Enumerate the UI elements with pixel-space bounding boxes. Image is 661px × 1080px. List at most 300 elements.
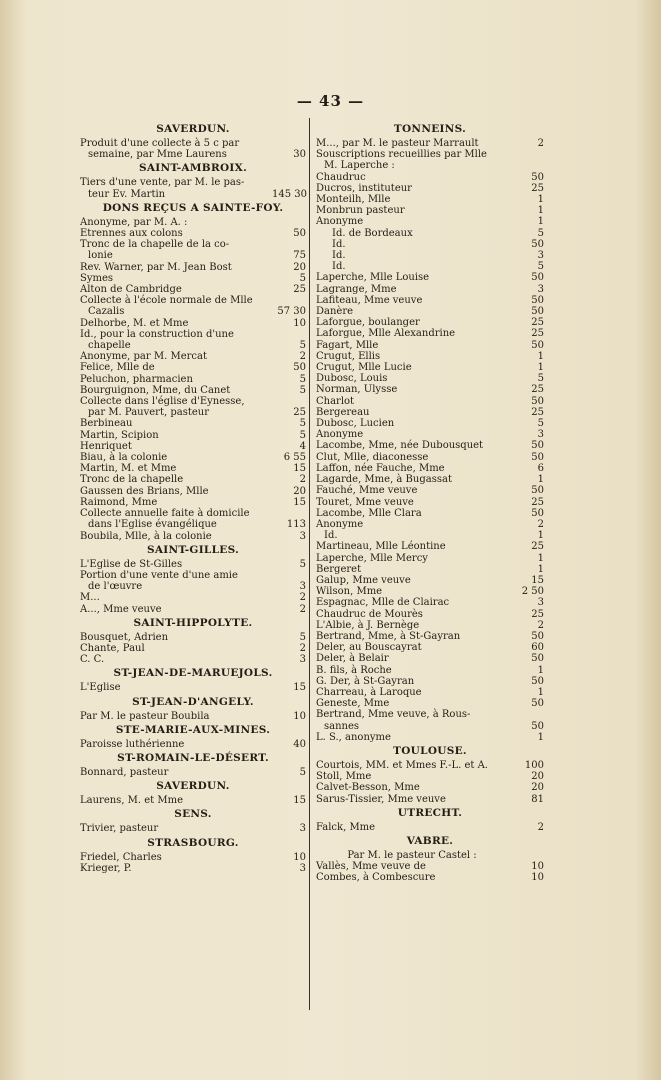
donor-name: M. Laperche : — [324, 160, 395, 172]
donor-name: Alton de Cambridge — [80, 284, 182, 296]
donor-name: Anonyme — [316, 216, 364, 228]
left-column — [80, 121, 306, 874]
donation-entry — [80, 863, 306, 874]
donation-entry — [80, 351, 306, 362]
donor-name: Collecte dans l'église d'Eynesse, — [80, 396, 245, 408]
donor-name: Friedel, Charles — [80, 851, 162, 863]
donation-entry — [316, 485, 544, 496]
donation-amount: 50 — [531, 720, 544, 732]
donation-entry — [316, 553, 544, 564]
column-divider — [309, 118, 310, 1010]
donation-amount: 10 — [531, 872, 544, 884]
donation-amount: 50 — [531, 653, 544, 665]
donation-amount: 25 — [531, 328, 544, 340]
donation-amount: 5 — [537, 261, 544, 273]
donation-amount: 30 — [293, 149, 306, 161]
donor-name: semaine, par Mme Laurens — [88, 149, 227, 161]
donor-name: Chaudruc de Mourès — [316, 608, 423, 620]
donation-amount: 2 — [299, 351, 306, 363]
donation-entry — [316, 194, 544, 205]
donor-name: Martineau, Mlle Léontine — [316, 541, 446, 553]
donation-entry — [80, 228, 306, 239]
donation-amount — [272, 329, 306, 340]
section-heading: ST-ROMAIN-LE-DÉSERT. — [117, 751, 269, 764]
donor-name: Krieger, P. — [80, 862, 132, 874]
donation-amount: 25 — [531, 406, 544, 418]
donation-amount: 15 — [293, 496, 306, 508]
donation-amount — [272, 396, 306, 407]
donor-name: Laurens, M. et Mme — [80, 795, 184, 807]
donation-entry — [80, 217, 306, 228]
donor-name: Bourguignon, Mme, du Canet — [80, 384, 231, 396]
donation-amount: 2 50 — [521, 586, 544, 598]
donation-amount: 1 — [537, 731, 544, 743]
donor-name: Calvet-Besson, Mme — [316, 782, 420, 794]
donation-amount: 40 — [293, 738, 306, 750]
donor-name: Tronc de la chapelle — [80, 474, 184, 486]
donation-amount — [272, 295, 306, 306]
donation-entry — [80, 340, 306, 351]
donation-entry — [316, 373, 544, 384]
donation-entry — [80, 519, 306, 530]
donation-entry — [80, 189, 306, 200]
donation-entry — [80, 497, 306, 508]
section-heading: SAINT-GILLES. — [146, 543, 240, 556]
donation-entry — [80, 711, 306, 722]
donation-entry — [80, 407, 306, 418]
donation-amount: 57 30 — [277, 306, 306, 318]
section-heading: ST-JEAN-DE-MARUEJOLS. — [113, 667, 273, 680]
donation-amount: 25 — [531, 541, 544, 553]
donation-entry — [316, 597, 544, 608]
donation-entry — [316, 250, 544, 261]
donor-name: Laforgue, boulanger — [316, 317, 420, 329]
donation-entry — [316, 384, 544, 395]
donation-entry — [316, 771, 544, 782]
donor-name: sannes — [324, 720, 360, 732]
donation-amount: 3 — [537, 429, 544, 441]
donation-entry — [316, 172, 544, 183]
donation-amount: 2 — [537, 518, 544, 530]
donation-amount: 25 — [531, 317, 544, 329]
donation-amount: 25 — [293, 407, 306, 419]
section-heading: SAVERDUN. — [156, 780, 230, 793]
donation-entry — [316, 239, 544, 250]
donation-entry — [316, 642, 544, 653]
donation-amount — [272, 239, 306, 250]
section-heading: TOULOUSE. — [393, 744, 467, 757]
donor-name: L'Albie, à J. Bernège — [316, 619, 420, 631]
donation-entry — [80, 604, 306, 615]
donation-amount — [510, 709, 544, 720]
donation-amount: 5 — [299, 384, 306, 396]
donor-name: Fagart, Mlle — [316, 339, 379, 351]
donation-amount: 1 — [537, 563, 544, 575]
donor-name: B. fils, à Roche — [316, 664, 392, 676]
donation-amount: 25 — [531, 182, 544, 194]
donor-name: Charreau, à Laroque — [316, 686, 422, 698]
donation-amount: 20 — [293, 485, 306, 497]
donation-entry — [316, 295, 544, 306]
donor-name: Clut, Mlle, diaconesse — [316, 451, 429, 463]
donation-amount: 15 — [293, 795, 306, 807]
donor-name: Lafiteau, Mme veuve — [316, 294, 423, 306]
donation-entry — [80, 441, 306, 452]
donor-name: lonie — [88, 250, 113, 262]
donation-entry — [316, 407, 544, 418]
donation-entry — [80, 795, 306, 806]
donation-amount: 50 — [531, 485, 544, 497]
donor-name: Laperche, Mlle Louise — [316, 272, 430, 284]
donor-name: Espagnac, Mlle de Clairac — [316, 597, 450, 609]
donor-name: Monbrun pasteur — [316, 205, 405, 217]
donation-amount: 113 — [286, 519, 306, 531]
donation-entry — [80, 295, 306, 306]
donor-name: Lagrange, Mme — [316, 283, 397, 295]
donation-entry — [316, 328, 544, 339]
donor-name: Charlot — [316, 395, 355, 407]
donation-amount: 3 — [299, 654, 306, 666]
donation-amount — [272, 138, 306, 149]
donor-name: Lacombe, Mlle Clara — [316, 507, 422, 519]
donor-name: Monteilh, Mlle — [316, 194, 391, 206]
donation-entry — [80, 396, 306, 407]
donation-amount: 50 — [531, 440, 544, 452]
donor-name: M..., par M. le pasteur Marrault — [316, 138, 479, 149]
section-heading: SAVERDUN. — [156, 123, 230, 135]
donor-name: C. C. — [80, 654, 105, 666]
donation-entry — [80, 284, 306, 295]
donation-entry — [316, 340, 544, 351]
donation-entry — [316, 620, 544, 631]
donation-amount: 10 — [293, 851, 306, 863]
donation-entry — [80, 177, 306, 188]
donation-amount: 3 — [537, 250, 544, 262]
donor-name: Bertrand, Mme veuve, à Rous- — [316, 709, 471, 721]
donation-amount: 10 — [293, 710, 306, 722]
section-heading: SAINT-AMBROIX. — [138, 162, 248, 175]
donor-name: Bertrand, Mme, à St-Gayran — [316, 630, 461, 642]
donor-name: Raimond, Mme — [80, 496, 158, 508]
donor-name: Boubila, Mlle, à la colonie — [80, 530, 212, 542]
donation-amount: 5 — [537, 227, 544, 239]
donation-entry — [316, 183, 544, 194]
donor-name: Norman, Ulysse — [316, 384, 398, 396]
donation-amount: 75 — [293, 250, 306, 262]
donor-name: Delhorbe, M. et Mme — [80, 317, 189, 329]
donation-entry — [316, 228, 544, 239]
donor-name: Chante, Paul — [80, 642, 145, 654]
donation-amount: 2 — [299, 592, 306, 604]
donation-entry — [80, 306, 306, 317]
donation-entry — [316, 631, 544, 642]
donation-amount: 3 — [537, 597, 544, 609]
donation-entry — [316, 861, 544, 872]
donor-name: Courtois, MM. et Mmes F.-L. et A. — [316, 759, 488, 771]
donation-amount: 1 — [537, 474, 544, 486]
donor-name: Touret, Mme veuve — [316, 496, 414, 508]
donation-amount: 50 — [531, 238, 544, 250]
donation-entry — [316, 872, 544, 883]
donation-entry — [316, 541, 544, 552]
donor-name: Collecte à l'école normale de Mlle — [80, 295, 253, 307]
donor-name: Stoll, Mme — [316, 771, 372, 783]
donor-name: Ducros, instituteur — [316, 182, 412, 194]
donation-amount: 25 — [531, 496, 544, 508]
donor-name: G. Der, à St-Gayran — [316, 675, 415, 687]
donation-entry — [80, 452, 306, 463]
donor-name: Martin, M. et Mme — [80, 463, 177, 475]
donation-entry — [80, 474, 306, 485]
donation-entry — [80, 239, 306, 250]
donor-name: Vallès, Mme veuve de — [316, 861, 426, 873]
donation-entry — [80, 739, 306, 750]
donation-amount: 50 — [531, 294, 544, 306]
donation-amount: 3 — [537, 283, 544, 295]
donation-entry — [80, 430, 306, 441]
donation-entry — [80, 273, 306, 284]
donation-entry — [316, 284, 544, 295]
donor-name: L. S., anonyme — [316, 731, 391, 743]
donation-amount — [272, 508, 306, 519]
section-heading: VABRE. — [406, 834, 454, 847]
donor-name: Lacombe, Mme, née Dubousquet — [316, 440, 484, 452]
donation-amount: 5 — [299, 340, 306, 352]
donor-name: Wilson, Mme — [316, 586, 383, 598]
donation-amount — [510, 149, 544, 160]
donor-name: Laforgue, Mlle Alexandrine — [316, 328, 456, 340]
donation-entry — [316, 272, 544, 283]
donation-amount: 1 — [537, 362, 544, 374]
donation-amount: 6 55 — [283, 452, 306, 464]
donation-amount — [510, 160, 544, 171]
donation-amount — [272, 217, 306, 228]
donation-entry — [80, 852, 306, 863]
donor-name: par M. Pauvert, pasteur — [88, 407, 209, 419]
donor-name: Laperche, Mlle Mercy — [316, 552, 428, 564]
donor-name: Crugut, Ellis — [316, 350, 381, 362]
donation-entry — [80, 362, 306, 373]
section-heading: STRASBOURG. — [147, 836, 239, 849]
donor-name: Dubosc, Lucien — [316, 418, 395, 430]
donation-entry — [316, 160, 544, 171]
donation-amount: 50 — [293, 228, 306, 240]
donation-amount: 2 — [537, 821, 544, 833]
donor-name: Souscriptions recueillies par Mlle — [316, 149, 487, 161]
donation-amount: 5 — [299, 272, 306, 284]
donation-amount: 1 — [537, 686, 544, 698]
donation-amount: 20 — [531, 782, 544, 794]
donation-entry — [316, 530, 544, 541]
donation-entry — [316, 205, 544, 216]
donation-entry — [80, 385, 306, 396]
donor-name: Anonyme, par M. A. : — [80, 216, 188, 228]
section-heading: STE-MARIE-AUX-MINES. — [115, 723, 271, 736]
donor-name: Martin, Scipion — [80, 429, 159, 441]
donation-entry — [316, 653, 544, 664]
donor-name: Combes, à Combescure — [316, 872, 436, 884]
donation-entry — [316, 564, 544, 575]
donor-name: Bergereau — [316, 406, 370, 418]
donation-entry — [316, 850, 544, 861]
donation-entry — [80, 592, 306, 603]
donation-amount: 3 — [299, 823, 306, 835]
donor-name: Cazalis — [88, 306, 125, 318]
donation-entry — [316, 760, 544, 771]
donation-amount: 100 — [524, 759, 544, 771]
donation-amount: 3 — [299, 581, 306, 593]
donation-entry — [316, 698, 544, 709]
donor-name: Chaudruc — [316, 171, 366, 183]
donation-amount: 1 — [537, 530, 544, 542]
donation-entry — [80, 138, 306, 149]
donation-entry — [316, 732, 544, 743]
section-heading: ST-JEAN-D'ANGELY. — [132, 695, 254, 708]
donor-name: Anonyme, par M. Mercat — [80, 351, 207, 363]
donor-name: Id., pour la construction d'une — [80, 328, 234, 340]
donation-entry — [316, 440, 544, 451]
donor-name: Sarus-Tissier, Mme veuve — [316, 793, 446, 805]
section-heading: TONNEINS. — [393, 123, 467, 135]
donor-name: Deler, à Belair — [316, 653, 389, 665]
donor-name: Symes — [80, 272, 114, 284]
donation-amount: 50 — [531, 171, 544, 183]
donor-name: Id. — [332, 250, 346, 262]
page-number: — 43 — — [296, 92, 365, 110]
donation-amount: 5 — [299, 558, 306, 570]
donation-entry — [316, 216, 544, 227]
donation-amount: 50 — [531, 272, 544, 284]
donor-name: teur Ev. Martin — [88, 188, 166, 200]
donor-name: Portion d'une vente d'une amie — [80, 569, 238, 581]
donation-entry — [80, 682, 306, 693]
donor-name: Gaussen des Brians, Mlle — [80, 485, 209, 497]
donation-amount: 50 — [531, 339, 544, 351]
donor-name: Lagarde, Mme, à Bugassat — [316, 474, 452, 486]
donation-entry — [80, 418, 306, 429]
donation-entry — [80, 570, 306, 581]
donor-name: L'Eglise de St-Gilles — [80, 558, 183, 570]
donation-amount: 145 30 — [272, 188, 307, 200]
donation-entry — [80, 374, 306, 385]
donation-amount: 25 — [293, 284, 306, 296]
donor-name: Geneste, Mme — [316, 698, 390, 710]
donation-amount: 20 — [293, 261, 306, 273]
donation-amount: 50 — [531, 306, 544, 318]
donor-name: Anonyme — [316, 518, 364, 530]
donation-amount: 2 — [299, 474, 306, 486]
donation-amount: 50 — [531, 451, 544, 463]
section-heading: SENS. — [174, 808, 212, 821]
donation-amount: 1 — [537, 552, 544, 564]
donation-amount: 5 — [299, 373, 306, 385]
donor-name: M... — [80, 592, 100, 604]
donor-name: Rev. Warner, par M. Jean Bost — [80, 261, 232, 273]
donor-name: Tronc de la chapelle de la co- — [80, 239, 230, 251]
donation-amount: 15 — [531, 574, 544, 586]
donor-name: Id. de Bordeaux — [332, 227, 413, 239]
donation-entry — [316, 317, 544, 328]
donor-name: Produit d'une collecte à 5 c par — [80, 138, 240, 149]
donor-name: Paroisse luthérienne — [80, 738, 185, 750]
donation-entry — [316, 609, 544, 620]
donation-entry — [80, 632, 306, 643]
donor-name: Par M. le pasteur Castel : — [347, 849, 477, 861]
donation-entry — [316, 519, 544, 530]
donation-amount — [510, 850, 544, 861]
donor-name: Trivier, pasteur — [80, 823, 159, 835]
donation-entry — [316, 794, 544, 805]
donation-amount: 1 — [537, 205, 544, 217]
donor-name: de l'œuvre — [88, 581, 143, 593]
donation-amount: 2 — [537, 619, 544, 631]
donation-entry — [316, 452, 544, 463]
donation-amount: 1 — [537, 350, 544, 362]
donation-entry — [80, 559, 306, 570]
donation-entry — [316, 497, 544, 508]
donation-amount: 1 — [537, 216, 544, 228]
donation-amount: 2 — [299, 642, 306, 654]
donation-entry — [316, 149, 544, 160]
donation-entry — [316, 396, 544, 407]
donation-entry — [316, 362, 544, 373]
section-heading: DONS REÇUS A SAINTE-FOY. — [102, 201, 284, 214]
donation-entry — [80, 149, 306, 160]
donation-amount: 5 — [537, 418, 544, 430]
donation-entry — [316, 586, 544, 597]
donation-amount: 50 — [531, 698, 544, 710]
donation-entry — [316, 418, 544, 429]
donation-entry — [316, 709, 544, 720]
donation-entry — [316, 782, 544, 793]
section-heading: UTRECHT. — [397, 806, 463, 819]
donation-entry — [316, 429, 544, 440]
donation-amount: 2 — [537, 138, 544, 149]
donor-name: Anonyme — [316, 429, 364, 441]
donation-entry — [316, 261, 544, 272]
donor-name: Id. — [324, 530, 338, 542]
donor-name: chapelle — [88, 340, 131, 352]
donation-entry — [80, 463, 306, 474]
donation-amount — [272, 570, 306, 581]
donation-entry — [80, 767, 306, 778]
donation-entry — [316, 508, 544, 519]
donation-amount: 5 — [299, 766, 306, 778]
donation-entry — [316, 822, 544, 833]
donor-name: Peluchon, pharmacien — [80, 373, 193, 385]
donation-entry — [80, 318, 306, 329]
donation-amount: 50 — [293, 362, 306, 374]
donor-name: Fauché, Mme veuve — [316, 485, 418, 497]
donation-amount: 10 — [293, 317, 306, 329]
donation-amount: 25 — [531, 384, 544, 396]
donation-amount — [272, 177, 306, 188]
donation-amount: 50 — [531, 395, 544, 407]
section-heading: SAINT-HIPPOLYTE. — [133, 616, 253, 629]
donor-name: Id. — [332, 261, 346, 273]
donation-entry — [316, 721, 544, 732]
donation-amount: 2 — [299, 603, 306, 615]
donor-name: Dubosc, Louis — [316, 373, 388, 385]
donation-entry — [80, 508, 306, 519]
donation-entry — [80, 250, 306, 261]
donor-name: Danère — [316, 306, 354, 318]
donor-name: Crugut, Mlle Lucie — [316, 362, 412, 374]
donation-entry — [316, 676, 544, 687]
donation-entry — [80, 654, 306, 665]
donation-entry — [80, 486, 306, 497]
donation-amount: 50 — [531, 507, 544, 519]
